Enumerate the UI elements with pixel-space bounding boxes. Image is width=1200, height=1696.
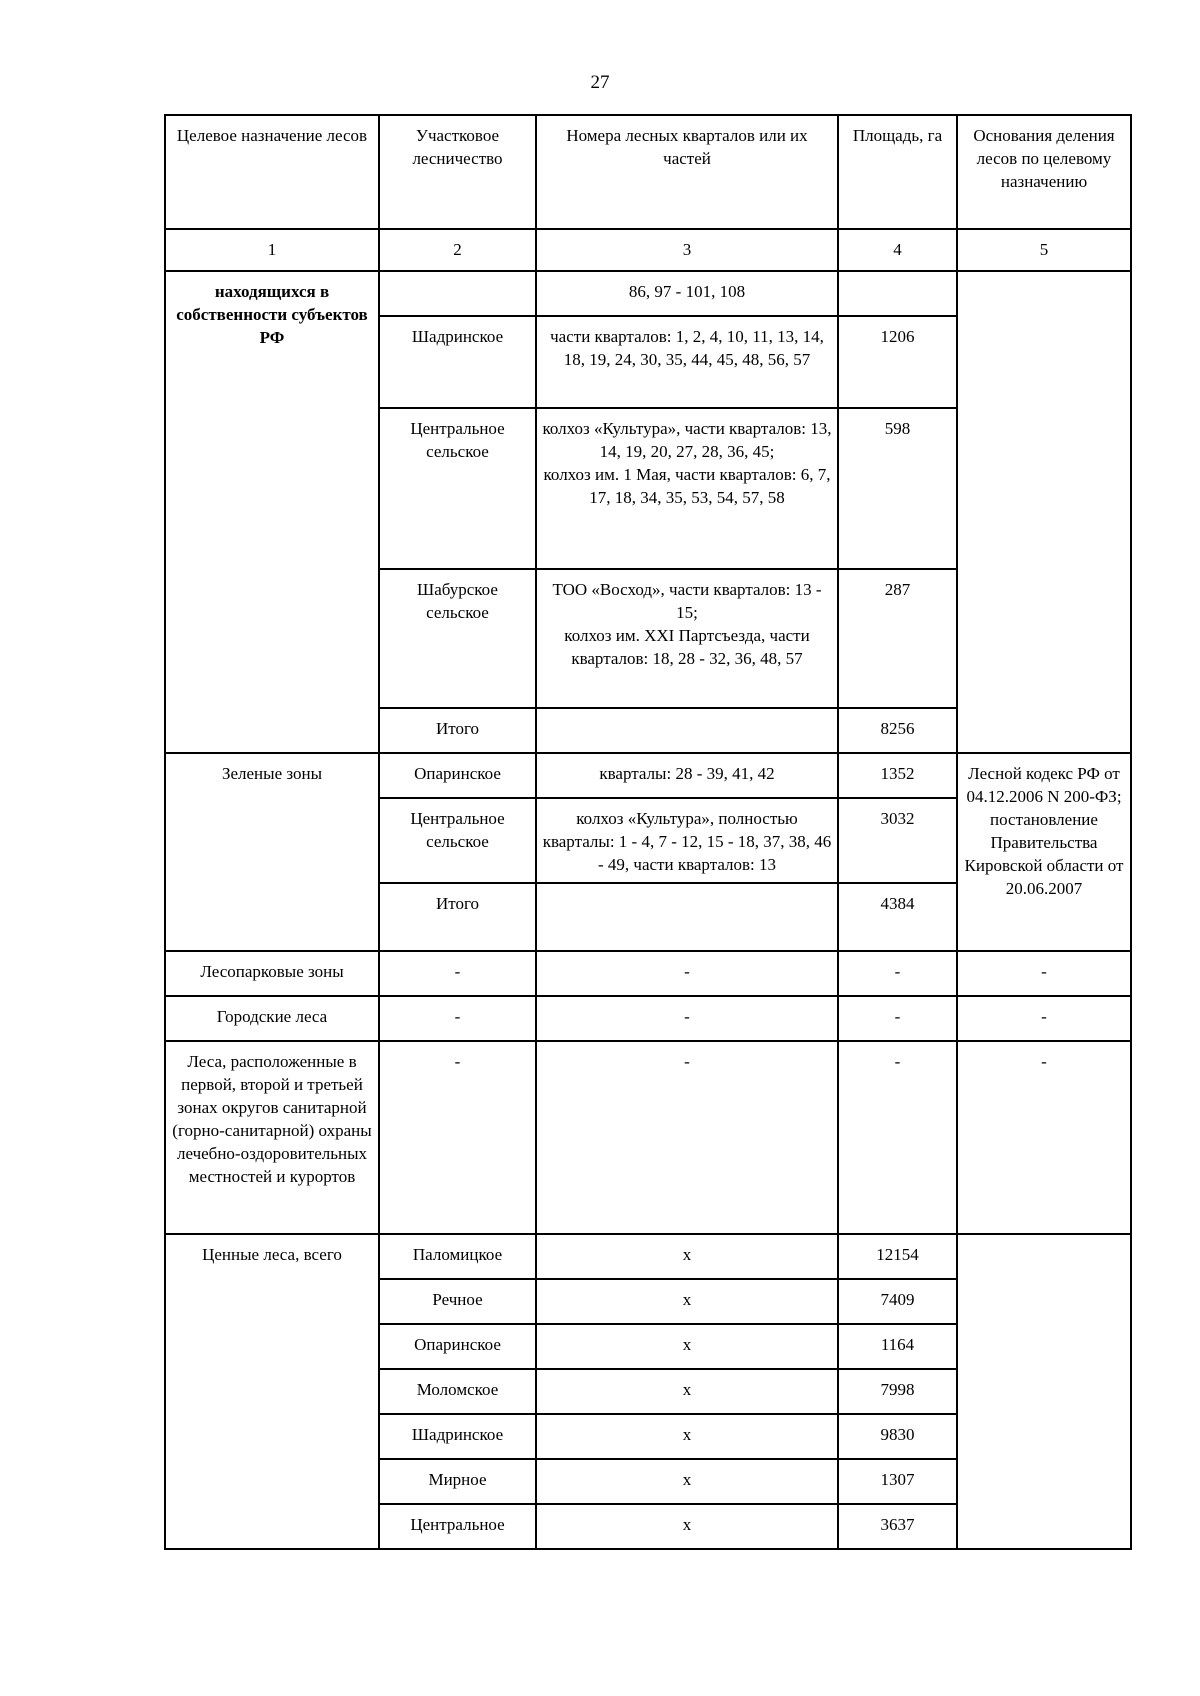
basis-cell (957, 271, 1131, 753)
quarters-cell: x (536, 1369, 838, 1414)
quarters-text: колхоз им. 1 Мая, части кварталов: 6, 7, 17, 18, 34, 35, 53, 54, 57, 58 (543, 465, 831, 507)
district-cell: - (379, 951, 536, 996)
district-cell: Центральное сельское (379, 798, 536, 883)
column-number: 5 (957, 229, 1131, 271)
quarters-text: колхоз «Культура», части кварталов: 13, 14, 19, 20, 27, 28, 36, 45; (542, 419, 832, 461)
district-cell: Центральное (379, 1504, 536, 1549)
quarters-cell: - (536, 1041, 838, 1234)
district-cell: Паломицкое (379, 1234, 536, 1279)
quarters-text: колхоз им. XXI Партсъезда, части кварталов: 18, 28 - 32, 36, 48, 57 (564, 626, 810, 668)
quarters-cell: x (536, 1234, 838, 1279)
area-cell: 1352 (838, 753, 957, 798)
area-cell: - (838, 996, 957, 1041)
column-number: 3 (536, 229, 838, 271)
quarters-cell: - (536, 996, 838, 1041)
area-cell: 7409 (838, 1279, 957, 1324)
area-cell: 598 (838, 408, 957, 569)
area-cell: 1206 (838, 316, 957, 408)
area-cell: - (838, 951, 957, 996)
district-cell: Итого (379, 883, 536, 951)
basis-cell: - (957, 951, 1131, 996)
district-cell (379, 271, 536, 316)
area-cell (838, 271, 957, 316)
area-cell: 4384 (838, 883, 957, 951)
area-cell: 3032 (838, 798, 957, 883)
quarters-cell (536, 569, 838, 708)
basis-cell (957, 1234, 1131, 1549)
district-cell: - (379, 996, 536, 1041)
category-cell: Ценные леса, всего (165, 1234, 379, 1549)
area-cell: 8256 (838, 708, 957, 753)
quarters-text: ТОО «Восход», части кварталов: 13 - 15; (552, 580, 822, 622)
basis-cell: - (957, 996, 1131, 1041)
district-cell: Шадринское (379, 1414, 536, 1459)
quarters-cell: x (536, 1459, 838, 1504)
category-cell: Зеленые зоны (165, 753, 379, 951)
forest-purpose-table (164, 114, 1132, 1550)
table-row (165, 1234, 1131, 1279)
quarters-cell: 86, 97 - 101, 108 (536, 271, 838, 316)
quarters-cell: колхоз «Культура», полностью кварталы: 1 - 4, 7 - 12, 15 - 18, 37, 38, 46 - 49, части кварталов: 13 (536, 798, 838, 883)
table-row (165, 1041, 1131, 1234)
district-cell: Речное (379, 1279, 536, 1324)
category-cell: Леса, расположенные в первой, второй и третьей зонах округов санитарной (горно-санитарной) охраны лечебно-оздоровительных местностей и курортов (165, 1041, 379, 1234)
area-cell: 287 (838, 569, 957, 708)
area-cell: 9830 (838, 1414, 957, 1459)
table-row (165, 996, 1131, 1041)
area-cell: - (838, 1041, 957, 1234)
quarters-cell (536, 883, 838, 951)
table-row (165, 271, 1131, 316)
district-cell: Опаринское (379, 753, 536, 798)
column-number: 2 (379, 229, 536, 271)
category-cell: находящихся в собственности субъектов РФ (165, 271, 379, 753)
area-cell: 3637 (838, 1504, 957, 1549)
column-number: 1 (165, 229, 379, 271)
category-cell: Лесопарковые зоны (165, 951, 379, 996)
header-district: Участковое лесничество (379, 115, 536, 229)
district-cell: Мирное (379, 1459, 536, 1504)
district-cell: Шадринское (379, 316, 536, 408)
header-quarters: Номера лесных кварталов или их частей (536, 115, 838, 229)
district-cell: Центральное сельское (379, 408, 536, 569)
quarters-cell: x (536, 1279, 838, 1324)
district-cell: Итого (379, 708, 536, 753)
header-purpose: Целевое назначение лесов (165, 115, 379, 229)
area-cell: 12154 (838, 1234, 957, 1279)
quarters-cell: x (536, 1504, 838, 1549)
area-cell: 1307 (838, 1459, 957, 1504)
district-cell: Моломское (379, 1369, 536, 1414)
quarters-cell: части кварталов: 1, 2, 4, 10, 11, 13, 14, 18, 19, 24, 30, 35, 44, 45, 48, 56, 57 (536, 316, 838, 408)
basis-cell: Лесной кодекс РФ от 04.12.2006 N 200-ФЗ; постановление Правительства Кировской области от 20.06.2007 (957, 753, 1131, 951)
quarters-cell: кварталы: 28 - 39, 41, 42 (536, 753, 838, 798)
quarters-cell: x (536, 1414, 838, 1459)
basis-cell: - (957, 1041, 1131, 1234)
quarters-cell (536, 408, 838, 569)
table-header-row (165, 115, 1131, 229)
header-area: Площадь, га (838, 115, 957, 229)
header-basis: Основания деления лесов по целевому назначению (957, 115, 1131, 229)
page-number: 27 (590, 72, 610, 93)
district-cell: Шабурское сельское (379, 569, 536, 708)
table-row (165, 753, 1131, 798)
area-cell: 1164 (838, 1324, 957, 1369)
column-number: 4 (838, 229, 957, 271)
quarters-cell (536, 708, 838, 753)
quarters-cell: - (536, 951, 838, 996)
district-cell: - (379, 1041, 536, 1234)
district-cell: Опаринское (379, 1324, 536, 1369)
quarters-cell: x (536, 1324, 838, 1369)
category-cell: Городские леса (165, 996, 379, 1041)
column-number-row (165, 229, 1131, 271)
area-cell: 7998 (838, 1369, 957, 1414)
table-row (165, 951, 1131, 996)
